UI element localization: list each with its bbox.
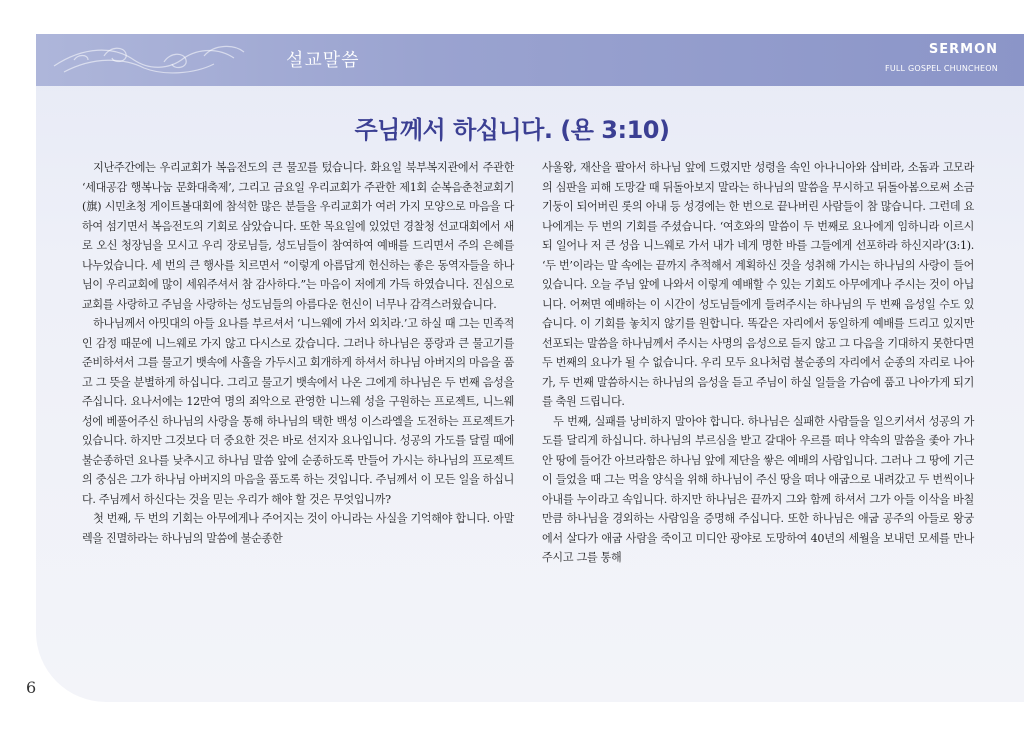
sermon-title: 주님께서 하십니다. (욘 3:10) (354, 116, 670, 144)
right-text-column (542, 158, 974, 568)
left-text-column (82, 158, 514, 548)
paragraph: 첫 번째, 두 번의 기회는 아무에게나 주어지는 것이 아니라는 사실을 기억해야 합니다. 아말렉을 진멸하라는 하나님의 말씀에 불순종한 (82, 512, 514, 545)
section-title: 설교말씀 (286, 50, 360, 71)
paragraph: 두 번째, 실패를 낭비하지 말아야 합니다. 하나님은 실패한 사람들을 일으키셔서 성공의 가도를 달리게 하십니다. 하나님의 부르심을 받고 갈대아 우르를 떠나 약속의 말씀을 좇아 가나안 땅에 들어간 아브라함은 하나님 앞에 제단을 쌓은 예배의 사람입니다. 그러나 그 땅에 기근이 들었을 때 그는 먹을 양식을 위해 하나님이 주신 땅을 떠나 애굽으로 내려갔고 두 번씩이나 아내를 누이라고 속입니다. 하지만 하나님은 끝까지 그와 함께 하셔서 그가 아들 이삭을 바칠 만큼 하나님을 경외하는 사람임을 증명해 주십니다. 또한 하나님은 애굽 공주의 아들로 왕궁에서 살다가 애굽 사람을 죽이고 미디안 광야로 도망하여 40년의 세월을 보내던 모세를 만나주시고 그를 통해 (542, 414, 974, 564)
page-number: 6 (26, 678, 37, 697)
brand-label: SERMON (928, 42, 998, 57)
paragraph: 사울왕, 재산을 팔아서 하나님 앞에 드렸지만 성령을 속인 아나니아와 삽비라, 소돔과 고모라의 심판을 피해 도망갈 때 뒤돌아보지 말라는 하나님의 말씀을 무시하고 뒤돌아봄으로써 소금 기둥이 되어버린 롯의 아내 등 성경에는 한 번으로 끝나버린 사람들이 참 많습니다. 그런데 요나에게는 두 번의 기회를 주셨습니다. ‘여호와의 말씀이 두 번째로 요나에게 임하니라 이르시되 일어나 저 큰 성읍 니느웨로 가서 내가 네게 명한 바를 그들에게 선포하라 하신지라’(3:1). ‘두 번’이라는 말 속에는 끝까지 추적해서 계획하신 것을 성취해 가시는 하나님의 사랑이 들어있습니다. 오늘 주님 앞에 나와서 이렇게 예배할 수 있는 기회도 아무에게나 주시는 것이 아닙니다. 어쩌면 예배하는 이 시간이 성도님들에게 들려주시는 하나님의 두 번째 음성일 수도 있습니다. 이 기회를 놓치지 않기를 원합니다. 똑같은 자리에서 동일하게 예배를 드리고 있지만 선포되는 말씀을 하나님께서 주시는 사명의 음성으로 듣지 않고 그 다음을 기대하지 못한다면 두 번째의 요나가 될 수 없습니다. 우리 모두 요나처럼 불순종의 자리에서 순종의 자리로 나아가, 두 번째 말씀하시는 하나님의 음성을 듣고 주님이 하실 일들을 가슴에 품고 나아가게 되기를 축원 드립니다. (542, 161, 974, 408)
ornament-swirl-icon (44, 36, 284, 84)
paragraph: 하나님께서 아밋대의 아들 요나를 부르셔서 ‘니느웨에 가서 외치라.’고 하실 때 그는 민족적인 감정 때문에 니느웨로 가지 않고 다시스로 갔습니다. 그러나 하나님은 풍랑과 큰 물고기를 준비하셔서 그를 물고기 뱃속에 사흘을 가두시고 회개하게 하셔서 하나님 아버지의 마음을 품고 그 뜻을 분별하게 하십니다. 그리고 물고기 뱃속에서 나온 그에게 하나님은 두 번째 음성을 주십니다. 요나서에는 12만여 명의 죄악으로 관영한 니느웨 성을 구원하는 프로젝트, 니느웨 성에 베풀어주신 하나님의 사랑을 통해 하나님의 택한 백성 이스라엘을 도전하는 프로젝트가 있습니다. 하지만 그것보다 더 중요한 것은 바로 선지자 요나입니다. 성공의 가도를 달릴 때에 불순종하던 요나를 낮추시고 하나님 말씀 앞에 순종하도록 만들어 가시는 하나님의 프로젝트의 중심은 그가 하나님 아버지의 마음을 품도록 하는 것입니다. 주님께서 이 모든 일을 하십니다. 주님께서 하신다는 것을 믿는 우리가 해야 할 것은 무엇입니까? (82, 317, 514, 506)
brand-subtitle: FULL GOSPEL CHUNCHEON (885, 64, 998, 73)
paragraph: 지난주간에는 우리교회가 복음전도의 큰 물꼬를 텄습니다. 화요일 북부복지관에서 주관한 ‘세대공감 행복나눔 문화대축제’, 그리고 금요일 우리교회가 주관한 제1회 순복음춘천교회기(旗) 시민초청 게이트볼대회에 참석한 많은 분들을 우리교회가 여러 가지 모양으로 마음을 다하여 섬기면서 복음전도의 기회로 삼았습니다. 또한 목요일에 있었던 경찰청 선교대회에서 새로 오신 청장님을 모시고 우리 장로님들, 성도님들이 참여하여 예배를 드리면서 주의 은혜를 나누었습니다. 세 번의 큰 행사를 치르면서 “이렇게 아름답게 헌신하는 좋은 동역자들을 하나님이 우리교회에 많이 세워주셔서 참 감사하다.”는 마음이 저에게 가득 하였습니다. 진심으로 교회를 사랑하고 주님을 사랑하는 성도님들의 아름다운 헌신이 너무나 감격스러웠습니다. (82, 161, 514, 311)
